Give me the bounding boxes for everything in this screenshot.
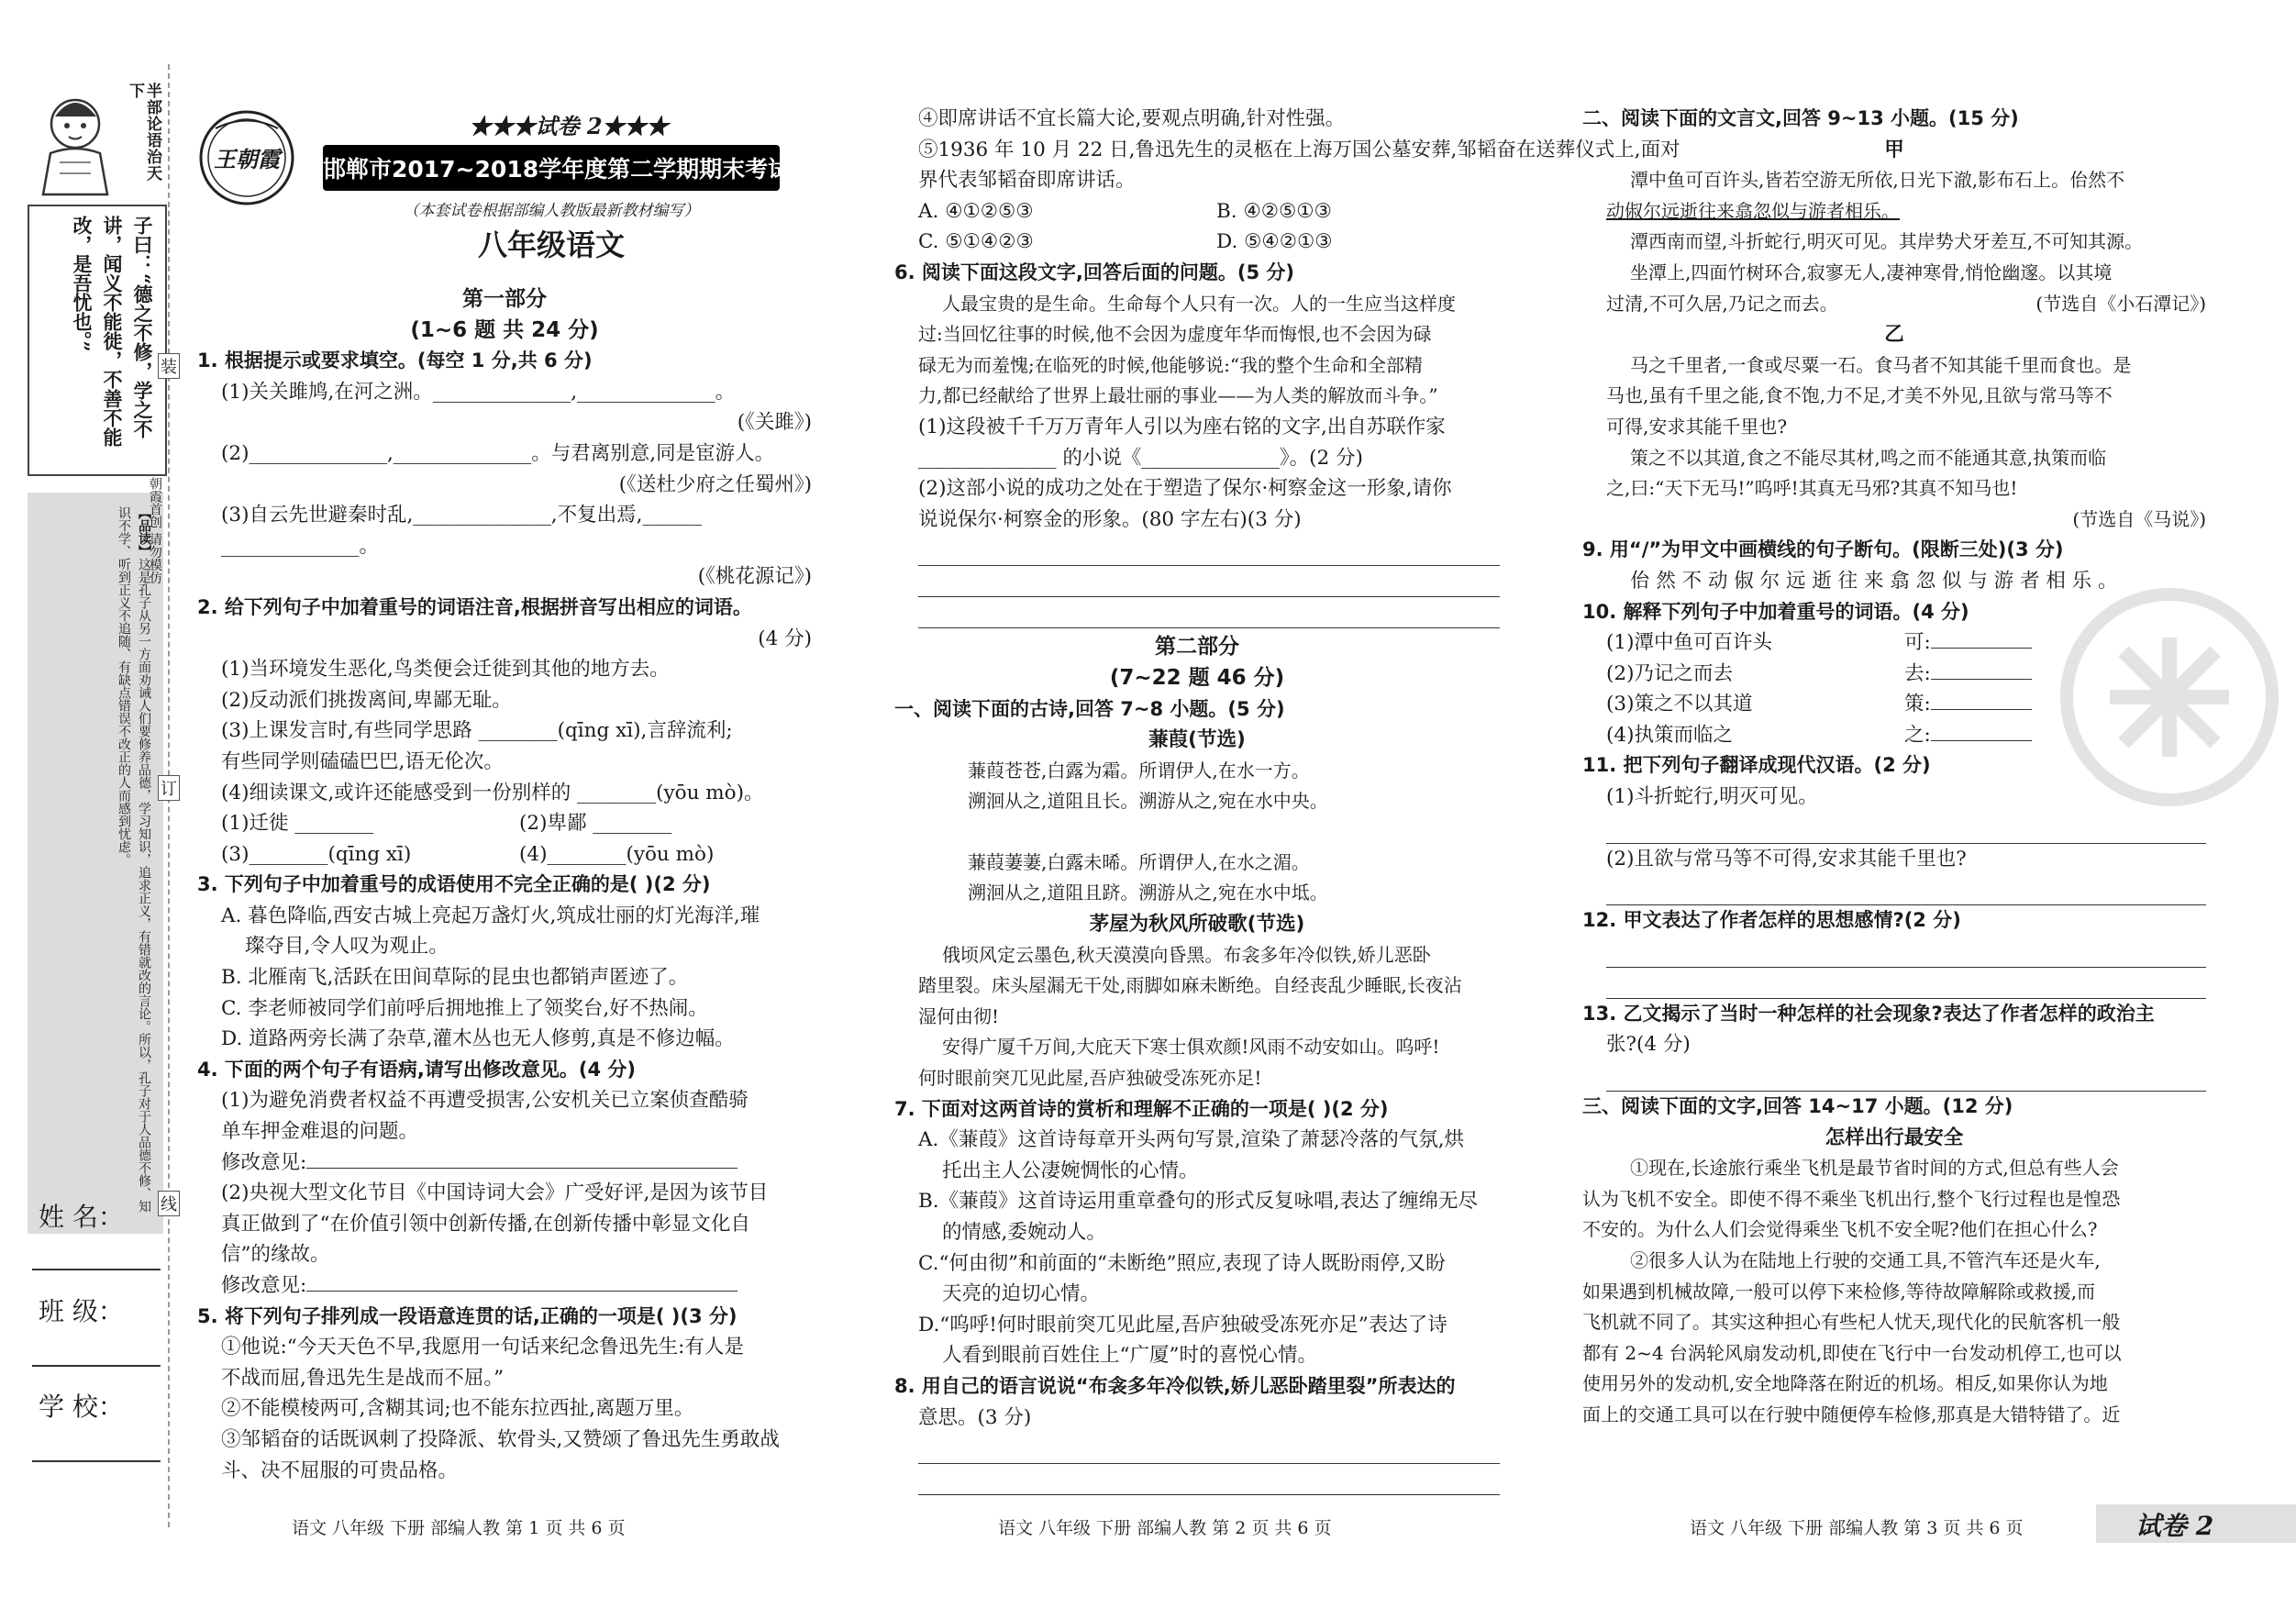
poem-line: 湿何由彻!: [918, 1004, 1000, 1027]
revision-label: 修改意见:: [221, 1274, 307, 1297]
poem-line: 俄顷风定云墨色,秋天漠漠向昏黑。布衾多年冷似铁,娇儿恶卧: [942, 943, 1431, 966]
sentence: ①他说:“今天天色不早,我愿用一句话来纪念鲁迅先生:有人是: [221, 1336, 744, 1359]
passage: 碌无为而羞愧;在临死的时候,他能够说:“我的整个生命和全部精: [918, 353, 1424, 376]
exam-subtitle: （本套试卷根据部编人教版最新教材编写）: [403, 202, 700, 220]
sentence: ②不能模棱两可,含糊其词;也不能东拉西扯,离题万里。: [221, 1397, 694, 1421]
essay-line: 飞机就不同了。其实这种担心有些杞人忧天,现代化的民航客机一般: [1582, 1311, 2121, 1334]
passage: 人最宝贵的是生命。生命每个人只有一次。人的一生应当这样度: [942, 292, 1456, 315]
page-footer: 语文 八年级 下册 部编人教 第 3 页 共 6 页: [1690, 1518, 2024, 1538]
passage: 之,曰:“天下无马!”呜呼!其真无马邪?其真不知马也!: [1606, 477, 2018, 500]
q6-item: (1)这段被千千万万青年人引以为座右铭的文字,出自苏联作家: [918, 415, 1446, 438]
page-footer: 语文 八年级 下册 部编人教 第 1 页 共 6 页: [292, 1518, 626, 1538]
source: (《桃花源记》): [697, 565, 812, 589]
answer-line[interactable]: [1606, 874, 2206, 905]
sentence: ④即席讲话不宜长篇大论,要观点明确,针对性强。: [918, 107, 1346, 130]
poem-title: 蒹葭(节选): [1148, 728, 1246, 752]
option: C. ⑤①④②③: [918, 230, 1034, 254]
option: 托出主人公凄婉惆怅的心情。: [942, 1159, 1199, 1182]
essay-line: 不安的。为什么人们会觉得乘坐飞机不安全呢?他们在担心什么?: [1582, 1218, 2098, 1241]
class-field[interactable]: [32, 1365, 161, 1367]
poem-line: 安得广厦千万间,大庇天下寒士俱欢颜!风雨不动安如山。呜呼!: [942, 1036, 1440, 1059]
question-12: 12. 甲文表达了作者怎样的思想感情?(2 分): [1582, 909, 1961, 932]
logo-text: 王朝霞: [214, 146, 280, 172]
passage: 坐潭上,四面竹树环合,寂寥无人,凄神寒骨,悄怆幽邃。以其境: [1630, 261, 2113, 283]
essay-line: ②很多人认为在陆地上行驶的交通工具,不管汽车还是火车,: [1630, 1249, 2101, 1271]
quote-box: [28, 205, 167, 476]
q2-answers: [197, 839, 812, 871]
passage: 潭中鱼可百许头,皆若空游无所依,日光下澈,影布石上。佁然不: [1630, 169, 2125, 192]
q2-answers: [197, 808, 812, 839]
question-4: 4. 下面的两个句子有语病,请写出修改意见。(4 分): [197, 1058, 636, 1081]
passage: 过:当回忆往事的时候,他不会因为虚度年华而悔恨,也不会因为碌: [918, 323, 1432, 346]
option: A. 暮色降临,西安古城上亮起万盏灯火,筑成壮丽的灯光海洋,璀: [221, 904, 760, 927]
section-3: 三、阅读下面的文字,回答 14~17 小题。(12 分): [1582, 1095, 2013, 1118]
passage: 策之不以其道,食之不能尽其材,鸣之而不能通其意,执策而临: [1630, 446, 2107, 469]
page-footer: 语文 八年级 下册 部编人教 第 2 页 共 6 页: [998, 1518, 1332, 1538]
score: (4 分): [758, 627, 812, 650]
answer-line[interactable]: [918, 1464, 1500, 1495]
paper-number: ★★★试卷 2★★★: [469, 113, 669, 139]
answer-blank[interactable]: [1931, 709, 2032, 710]
section-1: 一、阅读下面的古诗,回答 7~8 小题。(5 分): [894, 697, 1285, 720]
answer-blank[interactable]: [1931, 648, 2032, 649]
q1-item: (3)自云先世避秦时乱,______________,不复出焉,______: [221, 504, 702, 527]
question-1: 1. 根据提示或要求填空。(每空 1 分,共 6 分): [197, 349, 593, 372]
option: 璨夺目,令人叹为观止。: [245, 935, 449, 959]
options-row: [894, 196, 1500, 227]
q4-item: (1)为避免消费者权益不再遭受损害,公安机关已立案侦查酷骑: [221, 1089, 749, 1113]
revision-field[interactable]: [197, 1148, 812, 1179]
poem-line: 蒹葭萋萋,白露未晞。所谓伊人,在水之湄。: [968, 850, 1310, 873]
option: C.“何由彻”和前面的“未断绝”照应,表现了诗人既盼雨停,又盼: [918, 1251, 1446, 1275]
subject-title: 八年级语文: [477, 227, 625, 262]
q1-item: (1)关关雎鸠,在河之洲。______________,______________。: [221, 380, 736, 404]
q10-item: (4)执策而临之 之:: [1582, 720, 2206, 751]
name-label: 姓 名：: [39, 1202, 124, 1232]
passage-label: 乙: [1884, 323, 1904, 347]
column-3: [1582, 104, 2206, 1431]
passage: 马之千里者,一食或尽粟一石。食马者不知其能千里而食也。是: [1630, 353, 2132, 376]
school-field[interactable]: [32, 1460, 161, 1462]
q6-item: 说说保尔·柯察金的形象。(80 字左右)(3 分): [918, 507, 1302, 531]
q8-item: 意思。(3 分): [918, 1405, 1032, 1429]
revision-label: 修改意见:: [221, 1150, 307, 1174]
quote-text: 子曰：“德之不修，学之不讲，闻义不能徙，不善不能改，是吾忧也。”: [71, 216, 154, 447]
q2-item: (1)当环境发生恶化,鸟类便会迁徙到其他的地方去。: [221, 658, 670, 682]
school-label: 学 校：: [39, 1392, 124, 1422]
essay-line: 使用另外的发动机,安全地降落在附近的机场。相反,如果你认为地: [1582, 1372, 2108, 1395]
cut-mark: 装: [158, 353, 180, 379]
revision-field[interactable]: [197, 1270, 812, 1302]
cartoon-icon: [32, 89, 119, 199]
answer-line[interactable]: [1606, 1060, 2206, 1092]
q1-item: (2)______________,______________。与君离别意,同是宦游人。: [221, 441, 775, 465]
options-row: [894, 227, 1500, 258]
essay-line: 都有 2~4 台涡轮风扇发动机,即使在飞行中一台发动机停工,也可以: [1582, 1341, 2122, 1364]
q11-item: (2)且欲与常马等不可得,安求其能千里也?: [1606, 847, 1967, 871]
part-title: 第二部分: [1155, 635, 1239, 660]
option: C. 李老师被同学们前呼后拥地推上了领奖台,好不热闹。: [221, 996, 708, 1020]
option: 人看到眼前百姓住上“广厦”时的喜悦心情。: [942, 1344, 1317, 1368]
footer-tag: 试卷 2: [2135, 1511, 2214, 1541]
q4-item: 真正做到了“在价值引领中创新传播,在创新传播中彰显文化自: [221, 1212, 750, 1236]
option: B.《蒹葭》这首诗运用重章叠句的形式反复咏唱,表达了缠绵无尽: [918, 1190, 1478, 1214]
source: (节选自《马说》): [2072, 507, 2206, 530]
poem-title: 茅屋为秋风所破歌(节选): [1089, 913, 1305, 937]
option: B. 北雁南飞,活跃在田间草际的昆虫也都销声匿迹了。: [221, 966, 689, 990]
option: D. ⑤④②①③: [1216, 230, 1333, 254]
q2-item: (2)反动派们挑拨离间,卑鄙无耻。: [221, 688, 512, 712]
source: (《送杜少府之任蜀州》): [618, 472, 812, 496]
q2-answer: (4)________(yōu mò): [519, 842, 715, 866]
poem-line: 溯洄从之,道阻且长。溯游从之,宛在水中央。: [968, 790, 1328, 813]
passage: 力,都已经献给了世界上最壮丽的事业——为人类的解放而斗争。”: [918, 384, 1438, 407]
sentence: 界代表邹韬奋即席讲话。: [918, 169, 1136, 193]
brand-note: 朝霞首创 请勿模仿: [148, 477, 162, 584]
q2-item: (4)细读课文,或许还能感受到一份别样的 ________(yōu mò)。: [221, 781, 764, 804]
question-13: 13. 乙文揭示了当时一种怎样的社会现象?表达了作者怎样的政治主: [1582, 1002, 2155, 1025]
q6-item: ______________ 的小说《______________》。(2 分): [918, 446, 1363, 470]
q10-item: (2)乃记之而去 去:: [1582, 659, 2206, 690]
source: (节选自《小石潭记》): [2035, 292, 2206, 315]
column-1: [197, 284, 812, 1486]
q9-sentence: 佁 然 不 动 俶 尔 远 逝 往 来 翕 忽 似 与 游 者 相 乐 。: [1630, 569, 2118, 593]
part-range: (7~22 题 46 分): [1109, 665, 1285, 690]
reading-label: 【品读】: [137, 506, 151, 558]
sentence: ⑤1936 年 10 月 22 日,鲁迅先生的灵柩在上海万国公墓安葬,邹韬奋在送葬仪式上,面对: [918, 138, 1680, 161]
quote-title: 半部论语治天下: [126, 83, 161, 182]
option: D.“呜呼!何时眼前突兀见此屋,吾庐独破受冻死亦足”表达了诗: [918, 1313, 1447, 1336]
poem-line: 溯洄从之,道阻且跻。溯游从之,宛在水中坻。: [968, 882, 1328, 904]
essay-line: ①现在,长途旅行乘坐飞机是最节省时间的方式,但总有些人会: [1630, 1157, 2119, 1180]
answer-blank[interactable]: [1931, 740, 2032, 741]
passage: 可得,安求其能千里也?: [1606, 415, 1788, 438]
poem-line: 何时眼前突兀见此屋,吾庐独破受冻死亦足!: [918, 1067, 1262, 1090]
answer-line[interactable]: [918, 1433, 1500, 1464]
passage: 过清,不可久居,乃记之而去。: [1606, 292, 1838, 315]
q2-item: 有些同学则磕磕巴巴,语无伦次。: [221, 749, 504, 773]
answer-line[interactable]: [1606, 813, 2206, 844]
poem-line: 蒹葭苍苍,白露为霜。所谓伊人,在水一方。: [968, 759, 1310, 782]
passage-label: 甲: [1884, 138, 1904, 161]
q1-item: ______________。: [221, 534, 380, 558]
section-2: 二、阅读下面的文言文,回答 9~13 小题。(15 分): [1582, 107, 2019, 129]
name-field[interactable]: [32, 1269, 161, 1270]
cut-mark: 线: [158, 1191, 180, 1216]
essay-title: 怎样出行最安全: [1825, 1126, 1964, 1149]
q2-answer: (1)迁徙 ________: [221, 812, 374, 836]
passage: 潭西南而望,斗折蛇行,明灭可见。其岸势犬牙差互,不可知其源。: [1630, 230, 2144, 253]
answer-line[interactable]: [918, 566, 1500, 597]
question-10: 10. 解释下列句子中加着重号的词语。(4 分): [1582, 600, 1969, 623]
q2-answer: (2)卑鄙 ________: [519, 812, 672, 836]
q6-item: (2)这部小说的成功之处在于塑造了保尔·柯察金这一形象,请你: [918, 477, 1452, 501]
question-11: 11. 把下列句子翻译成现代汉语。(2 分): [1582, 754, 1931, 777]
question-8: 8. 用自己的语言说说“布衾多年冷似铁,娇儿恶卧踏里裂”所表达的: [894, 1374, 1456, 1397]
exam-title: 邯郸市2017~2018学年度第二学期期末考试试题: [323, 156, 837, 183]
answer-line[interactable]: [1606, 937, 2206, 968]
option: 的情感,委婉动人。: [942, 1221, 1106, 1244]
q4-item: (2)央视大型文化节目《中国诗词大会》广受好评,是因为该节目: [221, 1181, 769, 1205]
q11-item: (1)斗折蛇行,明灭可见。: [1606, 785, 1818, 809]
passage: 马也,虽有千里之能,食不饱,力不足,才美不外见,且欲与常马等不: [1606, 384, 2113, 407]
answer-blank[interactable]: [1931, 679, 2032, 680]
sidebar: [28, 78, 165, 1213]
logo-seal: [197, 108, 296, 207]
q2-item: (3)上课发言时,有些同学思路 ________(qīng xī),言辞流利;: [221, 719, 733, 743]
option: A. ④①②⑤③: [918, 199, 1034, 223]
question-6: 6. 阅读下面这段文字,回答后面的问题。(5 分): [894, 261, 1294, 283]
source: (《关雎》): [737, 411, 812, 435]
cut-mark: 订: [158, 775, 180, 801]
q2-answer: (3)________(qīng xī): [221, 842, 412, 866]
class-label: 班 级：: [39, 1296, 124, 1326]
sentence: 不战而屈,鲁迅先生是战而不屈。”: [221, 1366, 505, 1390]
question-13-cont: 张?(4 分): [1606, 1033, 1691, 1057]
question-2: 2. 给下列句子中加着重号的词语注音,根据拼音写出相应的词语。: [197, 595, 752, 618]
option: D. 道路两旁长满了杂草,灌木丛也无人修剪,真是不修边幅。: [221, 1027, 735, 1051]
part-title: 第一部分: [462, 287, 547, 311]
sentence: ③邹韬奋的话既讽刺了投降派、软骨头,又赞颂了鲁迅先生勇敢战: [221, 1427, 780, 1451]
option: B. ④②⑤①③: [1216, 199, 1332, 223]
option: A.《蒹葭》这首诗每章开头两句写景,渲染了萧瑟冷落的气氛,烘: [918, 1128, 1465, 1152]
essay-line: 如果遇到机械故障,一般可以停下来检修,等待故障解除或救援,而: [1582, 1280, 2096, 1303]
q4-item: 单车押金难退的问题。: [221, 1120, 419, 1144]
question-7: 7. 下面对这两首诗的赏析和理解不正确的一项是( )(2 分): [894, 1097, 1389, 1120]
reading-box: [28, 493, 163, 1234]
question-3: 3. 下列句子中加着重号的成语使用不完全正确的是( )(2 分): [197, 873, 711, 896]
question-9: 9. 用“/”为甲文中画横线的句子断句。(限断三处)(3 分): [1582, 538, 2064, 561]
essay-line: 认为飞机不安全。即使不得不乘坐飞机出行,整个飞行过程也是惶恐: [1582, 1187, 2121, 1210]
question-5: 5. 将下列句子排列成一段语意连贯的话,正确的一项是( )(3 分): [197, 1304, 738, 1327]
part-range: (1~6 题 共 24 分): [410, 317, 599, 342]
sentence: 斗、决不屈服的可贵品格。: [221, 1458, 459, 1482]
q4-item: 信”的缘故。: [221, 1243, 330, 1267]
passage: 动俶尔远逝往来翕忽似与游者相乐。: [1606, 199, 1900, 222]
q10-item: (1)潭中鱼可百许头 可:: [1582, 627, 2206, 659]
option: 天亮的迫切心情。: [942, 1282, 1101, 1306]
answer-line[interactable]: [1606, 968, 2206, 999]
answer-line[interactable]: [918, 597, 1500, 628]
answer-line[interactable]: [918, 535, 1500, 566]
poem-line: 踏里裂。床头屋漏无干处,雨脚如麻未断绝。自经丧乱少睡眠,长夜沾: [918, 974, 1462, 997]
essay-line: 面上的交通工具可以在行驶中随便停车检修,那真是大错特错了。近: [1582, 1403, 2121, 1425]
reading-body: 这是孔子从另一方面劝诫人们要修养品德，学习知识，追求正义，有错就改的言论。所以，孔子对于人品德不修、知识不学、听到正义不追随、有缺点错误不改正的人而感到忧虑。: [116, 506, 151, 1213]
q10-item: (3)策之不以其道 策:: [1582, 689, 2206, 720]
